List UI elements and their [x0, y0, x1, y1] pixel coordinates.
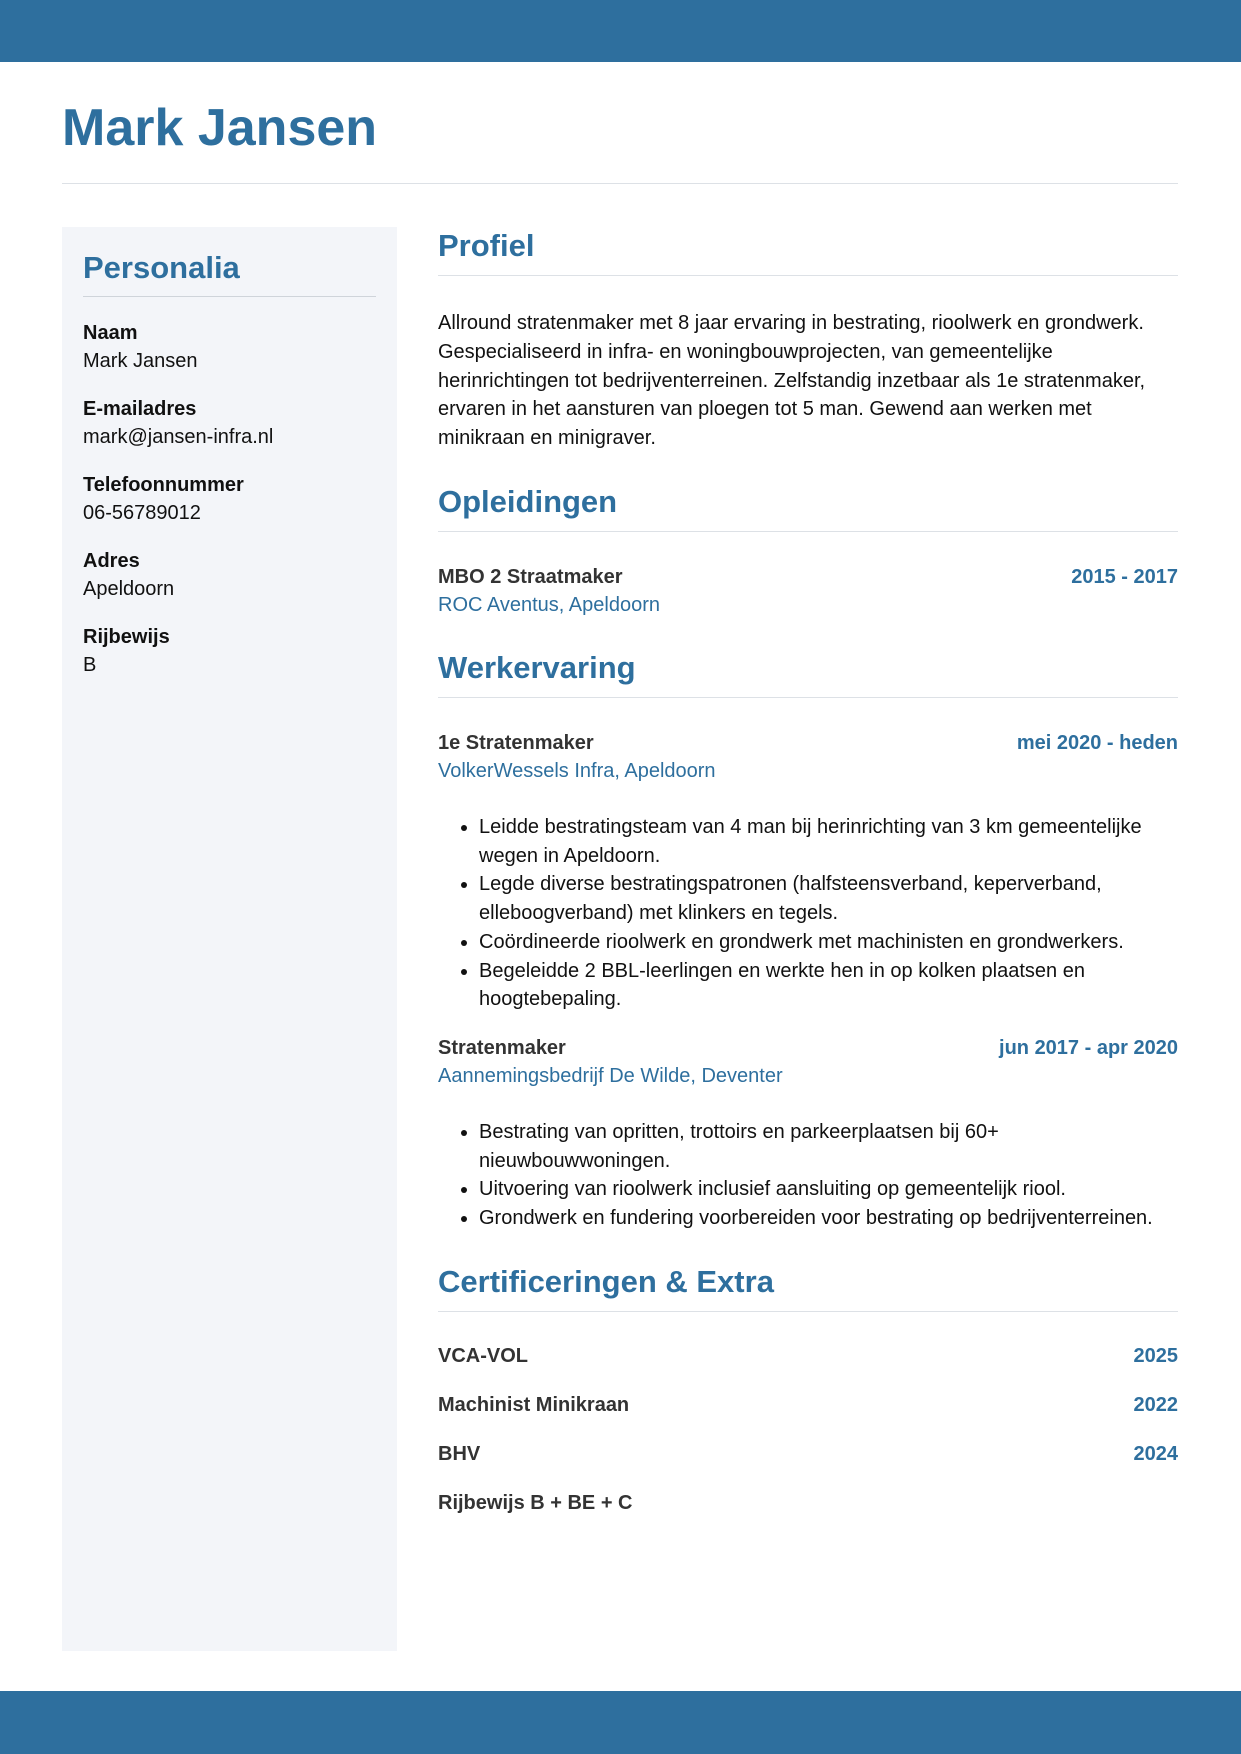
main-content [438, 227, 1178, 1538]
job-entry [438, 729, 1178, 1014]
sidebar-title: Personalia [83, 249, 376, 297]
section-title-certifications: Certificeringen & Extra [438, 1263, 1178, 1312]
personal-item-name [83, 319, 376, 375]
bottom-banner [0, 1691, 1241, 1754]
education-title: MBO 2 Straatmaker [438, 565, 623, 588]
experience-section [438, 649, 1178, 1233]
personal-value: Mark Jansen [83, 350, 198, 373]
certification-year: 2025 [1133, 1345, 1178, 1367]
job-employer: VolkerWessels Infra, Apeldoorn [438, 760, 716, 783]
education-institution: ROC Aventus, Apeldoorn [438, 593, 660, 616]
personal-label: Adres [83, 550, 140, 573]
certification-row [438, 1342, 1178, 1391]
job-bullet: • Begeleidde 2 BBL-leerlingen en werkte hen in op kolken plaatsen en hoogtebepaling. [479, 957, 1178, 1014]
certification-row [438, 1391, 1178, 1440]
job-bullet: • Grondwerk en fundering voorbereiden voor bestrating op bedrijventerreinen. [479, 1204, 1178, 1233]
job-bullet: • Legde diverse bestratingspatronen (halfsteensverband, keperverband, elleboogverband) met klinkers en tegels. [479, 870, 1178, 927]
personal-value: mark@jansen-infra.nl [83, 426, 274, 449]
job-bullet: • Uitvoering van rioolwerk inclusief aansluiting op gemeentelijk riool. [479, 1175, 1178, 1204]
job-entry [438, 1034, 1178, 1233]
personal-label: Naam [83, 322, 138, 345]
job-period: mei 2020 - heden [1016, 732, 1178, 755]
section-title-profile: Profiel [438, 227, 1178, 276]
job-title: 1e Stratenmaker [438, 732, 594, 755]
job-bullet: • Bestrating van opritten, trottoirs en parkeerplaatsen bij 60+ nieuwbouwwoningen. [479, 1118, 1178, 1175]
personal-label: Telefoonnummer [83, 474, 244, 497]
education-period: 2015 - 2017 [1071, 565, 1178, 588]
section-title-education: Opleidingen [438, 483, 1178, 532]
title-divider [62, 183, 1178, 184]
personal-label: E-mailadres [83, 398, 197, 421]
section-title-experience: Werkervaring [438, 649, 1178, 698]
job-employer: Aannemingsbedrijf De Wilde, Deventer [438, 1065, 783, 1087]
job-bullet: • Coördineerde rioolwerk en grondwerk met machinisten en grondwerkers. [479, 928, 1178, 957]
job-title: Stratenmaker [438, 1037, 566, 1059]
job-bullets [438, 813, 1178, 1014]
personal-info-sidebar [62, 227, 397, 1651]
certification-year: 2022 [1133, 1394, 1178, 1416]
education-section [438, 483, 1178, 619]
personal-item-phone [83, 471, 376, 527]
certification-row [438, 1440, 1178, 1489]
page-title: Mark Jansen [62, 99, 378, 157]
profile-text: Allround stratenmaker met 8 jaar ervaring in bestrating, rioolwerk en grondwerk. Gespecialiseerd in infra- en woningbouwprojecten, van gemeentelijke herinrichtingen tot bedrijventerreinen. Zelfstandig inzetbaar als 1e stratenmaker, ervaren in het aansturen van ploegen tot 5 man. Gewend aan werken met minikraan en minigraver. [438, 312, 1146, 449]
personal-item-email [83, 395, 376, 451]
personal-value: Apeldoorn [83, 578, 175, 601]
job-bullets [438, 1118, 1178, 1233]
personal-value: B [83, 654, 97, 677]
top-banner [0, 0, 1241, 62]
certification-name: Machinist Minikraan [438, 1394, 630, 1416]
job-period: jun 2017 - apr 2020 [999, 1037, 1178, 1059]
certification-name: Rijbewijs B + BE + C [438, 1492, 633, 1514]
job-bullet: • Leidde bestratingsteam van 4 man bij herinrichting van 3 km gemeentelijke wegen in Apeldoorn. [479, 813, 1178, 870]
certifications-section [438, 1263, 1178, 1538]
personal-item-license [83, 623, 376, 679]
personal-item-address [83, 547, 376, 603]
certification-year: 2024 [1133, 1443, 1178, 1465]
personal-value: 06-56789012 [83, 502, 201, 525]
certification-list [438, 1342, 1178, 1538]
certification-name: VCA-VOL [438, 1345, 528, 1367]
personal-label: Rijbewijs [83, 626, 170, 649]
education-entry [438, 563, 1178, 619]
profile-section [438, 227, 1178, 453]
certification-row [438, 1489, 1178, 1538]
certification-name: BHV [438, 1443, 481, 1465]
